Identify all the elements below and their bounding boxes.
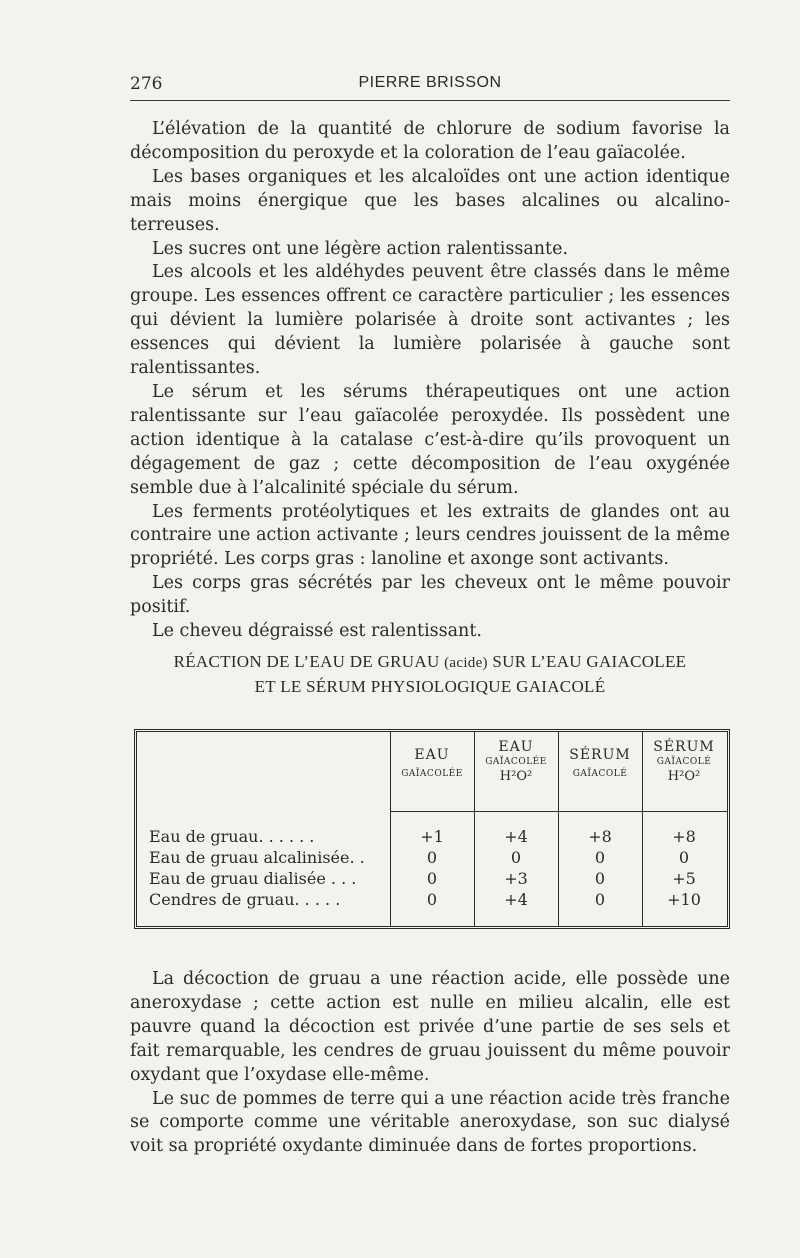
body-text-bottom	[130, 968, 730, 1159]
page-header	[130, 70, 730, 101]
table-cell: +4	[504, 890, 528, 909]
header-rule	[390, 811, 727, 812]
paragraph: L’élévation de la quantité de chlorure de sodium favorise la décomposition du peroxyde et la coloration de l’eau gaïacolée.	[130, 119, 730, 163]
table-title-part: RÉACTION DE L’EAU DE GRUAU	[173, 652, 440, 671]
paragraph: Les ferments protéolytiques et les extraits de glandes ont au contraire une action activante ; leurs cendres jouissent de la même propriété. Les corps gras : lanoline et axonge sont activants.	[130, 501, 730, 570]
paragraph: Le sérum et les sérums thérapeutiques ont une action ralentissante sur l’eau gaïacolée peroxydée. Ils possèdent une action identique à la catalase c’est-à-dire qu’ils provoquent un dégagement de gaz ; cette décomposition de l’eau oxygénée semble due à l’alcalinité spéciale du sérum.	[130, 381, 730, 498]
paragraph: Les corps gras sécrétés par les cheveux ont le même pouvoir positif.	[130, 573, 730, 618]
running-head: PIERRE BRISSON	[358, 74, 502, 91]
table-cell: +4	[504, 827, 528, 846]
table-cell: +10	[667, 890, 701, 909]
table-title-line2: ET LE SÉRUM PHYSIOLOGIQUE GAIACOLÉ	[254, 677, 606, 696]
row-label: Eau de gruau. . . . . .	[149, 827, 315, 846]
table-cell: +8	[672, 827, 696, 846]
row-label: Eau de gruau alcalinisée. .	[149, 848, 365, 867]
table-cell: 0	[594, 848, 606, 867]
body-text-top	[130, 118, 730, 644]
paragraph: Le cheveu dégraissé est ralentissant.	[152, 621, 482, 642]
table-title-part: SUR L’EAU GAIACOLEE	[492, 652, 687, 671]
table-cell: +3	[504, 869, 528, 888]
table-cell: 0	[594, 890, 606, 909]
table-cell: 0	[594, 869, 606, 888]
column-header: SÉRUM GAÏACOLÉ H²O²	[653, 739, 715, 784]
table-cell: +5	[672, 869, 696, 888]
table-title	[130, 650, 730, 699]
table-cell: 0	[426, 869, 438, 888]
table-cell: 0	[426, 890, 438, 909]
paragraph: Les sucres ont une légère action ralentissante.	[152, 238, 569, 259]
table-cell: +1	[420, 827, 444, 846]
page-number: 276	[130, 74, 163, 94]
column-header: EAU GAÏACOLÉE	[401, 747, 463, 779]
column-header: EAU GAÏACOLÉE H²O²	[485, 739, 547, 784]
row-label: Eau de gruau dialisée . . .	[149, 869, 357, 888]
table-title-part: (acide)	[444, 655, 488, 671]
paragraph: Les alcools et les aldéhydes peuvent être classés dans le même groupe. Les essences offrent ce caractère particulier ; les essences qui dévient la lumière polarisée à droite sont activantes ; les essences qui dévient la lumière polarisée à gauche sont ralentissantes.	[130, 262, 730, 379]
paragraph: Les bases organiques et les alcaloïdes ont une action identique mais moins énergique que les bases alcalines ou alcalino-terreuses.	[130, 166, 730, 235]
table-cell: 0	[426, 848, 438, 867]
paragraph: La décoction de gruau a une réaction acide, elle possède une aneroxydase ; cette action est nulle en milieu alcalin, elle est pauvre quand la décoction est privée d’une partie de ses sels et fait remarquable, les cendres de gruau jouissent du même pouvoir oxydant que l’oxydase elle-même.	[130, 969, 730, 1085]
table-cell: 0	[510, 848, 522, 867]
paragraph: Le suc de pommes de terre qui a une réaction acide très franche se comporte comme une véritable aneroxydase, son suc dialysé voit sa propriété oxydante diminuée dans de fortes proportions.	[130, 1088, 730, 1157]
results-table	[134, 729, 730, 929]
table-cell: 0	[678, 848, 690, 867]
table-cell: +8	[588, 827, 612, 846]
column-header: SÉRUM GAÏACOLÉ	[569, 747, 631, 779]
row-label: Cendres de gruau. . . . .	[149, 890, 341, 909]
